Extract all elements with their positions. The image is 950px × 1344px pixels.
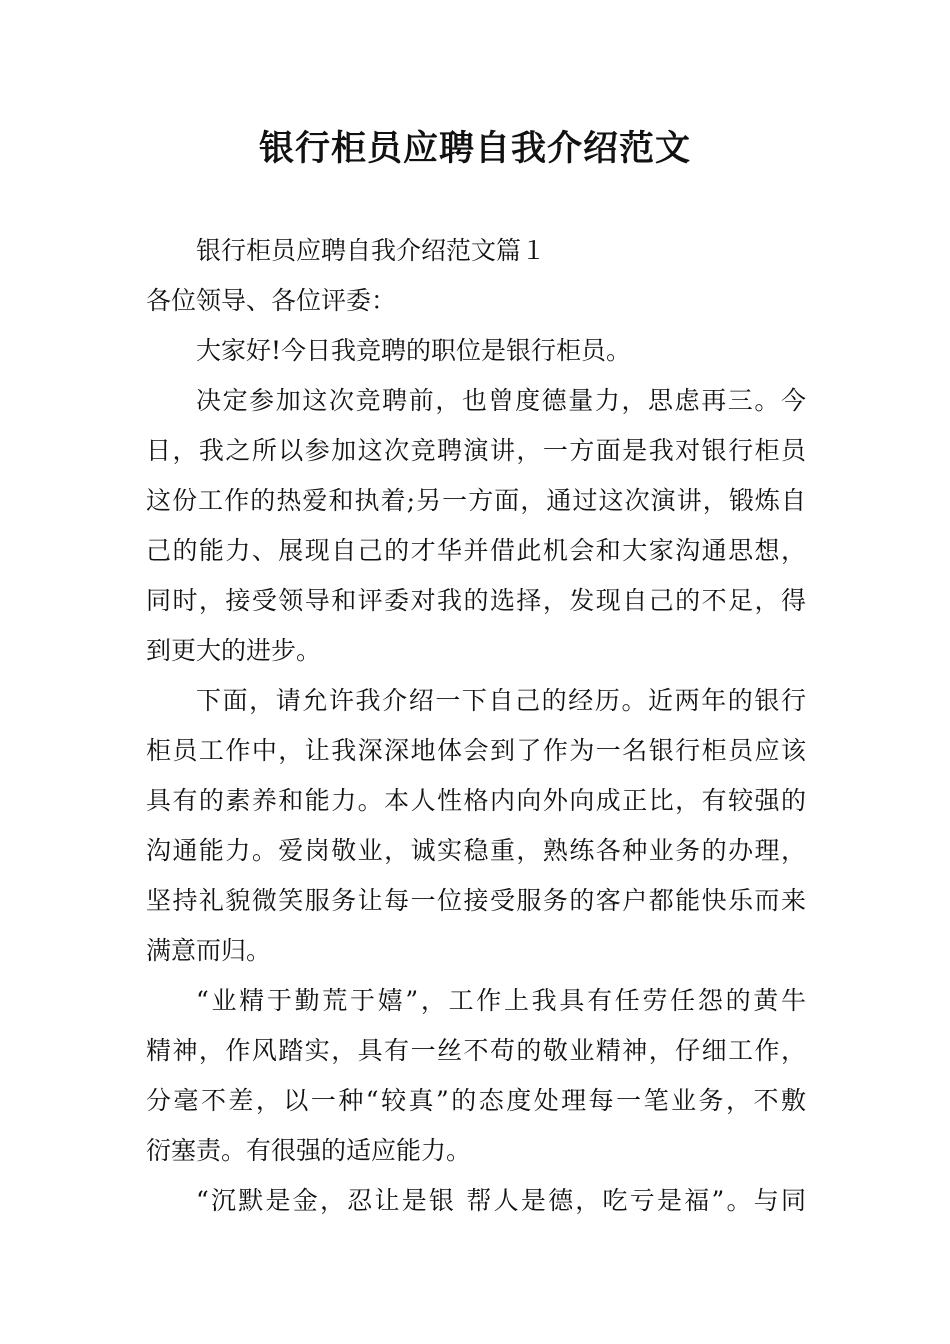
text-line: 具有的素养和能力。本人性格内向外向成正比，有较强的 bbox=[146, 786, 806, 815]
text-line: 决定参加这次竞聘前，也曾度德量力，思虑再三。今 bbox=[196, 386, 806, 415]
text-line: 日，我之所以参加这次竞聘演讲，一方面是我对银行柜员 bbox=[146, 436, 806, 465]
text-line: 分毫不差，以一种“较真”的态度处理每一笔业务，不敷 bbox=[146, 1086, 806, 1115]
document-title: 银行柜员应聘自我介绍范文 bbox=[258, 129, 691, 169]
document-body bbox=[146, 226, 806, 1226]
text-line: 下面，请允许我介绍一下自己的经历。近两年的银行 bbox=[196, 686, 806, 715]
text-line: 同时，接受领导和评委对我的选择，发现自己的不足，得 bbox=[146, 586, 806, 615]
text-line: 沟通能力。爱岗敬业，诚实稳重，熟练各种业务的办理， bbox=[146, 836, 806, 865]
text-line: 衍塞责。有很强的适应能力。 bbox=[146, 1136, 472, 1165]
text-line: 己的能力、展现自己的才华并借此机会和大家沟通思想， bbox=[146, 536, 806, 565]
text-line: 满意而归。 bbox=[146, 936, 272, 965]
text-line: 到更大的进步。 bbox=[146, 636, 322, 665]
text-line: 柜员工作中，让我深深地体会到了作为一名银行柜员应该 bbox=[146, 736, 806, 765]
text-line: 精神，作风踏实，具有一丝不苟的敬业精神，仔细工作， bbox=[146, 1036, 806, 1065]
text-line: “沉默是金，忍让是银 帮人是德，吃亏是福”。与同 bbox=[196, 1186, 806, 1215]
text-line: 坚持礼貌微笑服务让每一位接受服务的客户都能快乐而来 bbox=[146, 886, 806, 915]
text-line: “业精于勤荒于嬉”，工作上我具有任劳任怨的黄牛 bbox=[196, 986, 806, 1015]
text-line: 大家好!今日我竞聘的职位是银行柜员。 bbox=[196, 336, 632, 365]
text-line: 银行柜员应聘自我介绍范文篇１ bbox=[196, 236, 547, 265]
text-line: 各位领导、各位评委： bbox=[146, 286, 397, 315]
text-line: 这份工作的热爱和执着;另一方面，通过这次演讲，锻炼自 bbox=[146, 486, 806, 515]
